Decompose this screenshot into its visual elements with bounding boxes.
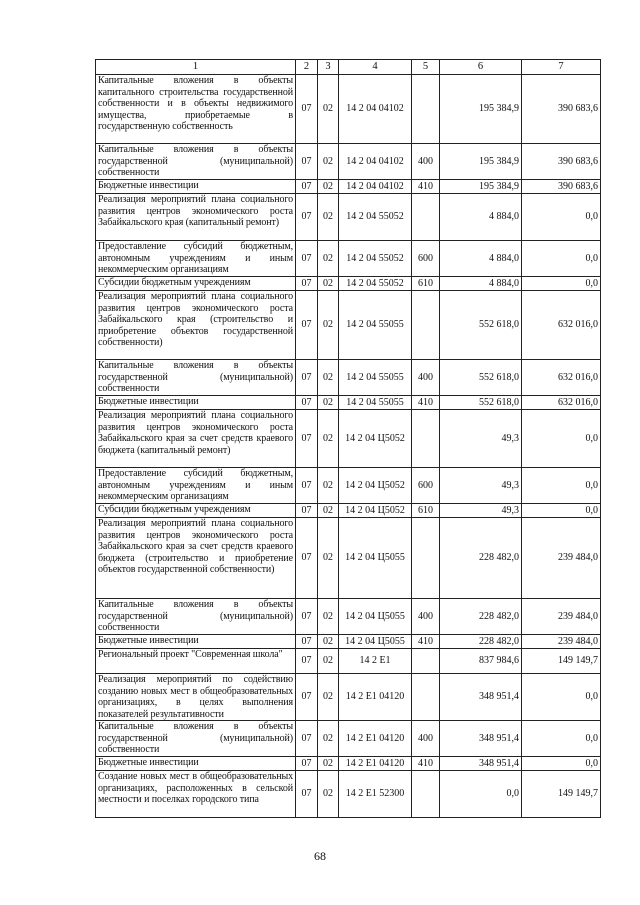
table-row: [96, 194, 601, 241]
row-value-cell: 14 2 04 Ц5052: [339, 410, 412, 468]
row-value-cell: 02: [318, 649, 339, 674]
row-value-cell: 07: [296, 771, 318, 818]
row-name-cell: Реализация мероприятий плана социального развития центров экономического роста Забайкальского края за счет средств краевого бюджета (капитальный ремонт): [96, 410, 296, 468]
row-value-cell: 02: [318, 75, 339, 144]
table-row: [96, 291, 601, 360]
row-value-cell: 07: [296, 144, 318, 180]
row-value-cell: 410: [412, 396, 440, 410]
row-value-cell: [412, 518, 440, 599]
row-value-cell: 239 484,0: [522, 599, 601, 635]
row-value-cell: 0,0: [522, 277, 601, 291]
row-value-cell: 400: [412, 144, 440, 180]
row-name-cell: Капитальные вложения в объекты государственной (муниципальной) собственности: [96, 144, 296, 180]
row-value-cell: 14 2 04 Ц5055: [339, 635, 412, 649]
row-value-cell: 02: [318, 410, 339, 468]
row-value-cell: 239 484,0: [522, 635, 601, 649]
row-value-cell: 02: [318, 468, 339, 504]
table-row: [96, 75, 601, 144]
page-number: 68: [314, 849, 326, 863]
row-value-cell: 400: [412, 360, 440, 396]
row-value-cell: 02: [318, 518, 339, 599]
row-value-cell: [412, 291, 440, 360]
table-row: [96, 721, 601, 757]
row-value-cell: [412, 410, 440, 468]
row-value-cell: [412, 771, 440, 818]
header-cell: 5: [412, 60, 440, 75]
row-value-cell: 552 618,0: [440, 291, 522, 360]
row-value-cell: 02: [318, 757, 339, 771]
table-row: [96, 144, 601, 180]
row-value-cell: 4 884,0: [440, 194, 522, 241]
row-value-cell: 14 2 04 55052: [339, 277, 412, 291]
row-name-cell: Капитальные вложения в объекты государственной (муниципальной) собственности: [96, 599, 296, 635]
row-value-cell: 4 884,0: [440, 277, 522, 291]
row-value-cell: 14 2 04 55052: [339, 241, 412, 277]
header-cell: 1: [96, 60, 296, 75]
table-row: [96, 649, 601, 674]
row-value-cell: 02: [318, 291, 339, 360]
row-value-cell: 0,0: [522, 194, 601, 241]
row-value-cell: 228 482,0: [440, 518, 522, 599]
row-value-cell: 400: [412, 599, 440, 635]
row-value-cell: 07: [296, 180, 318, 194]
row-value-cell: 837 984,6: [440, 649, 522, 674]
row-value-cell: 0,0: [522, 241, 601, 277]
table-row: [96, 504, 601, 518]
row-value-cell: 228 482,0: [440, 599, 522, 635]
row-value-cell: 0,0: [522, 721, 601, 757]
table-row: [96, 410, 601, 468]
row-value-cell: 14 2 E1 04120: [339, 674, 412, 721]
row-name-cell: Реализация мероприятий по содействию созданию новых мест в общеобразовательных организациях, в целях выполнения показателей результативности: [96, 674, 296, 721]
table-row: [96, 360, 601, 396]
table-row: [96, 277, 601, 291]
row-value-cell: 390 683,6: [522, 144, 601, 180]
row-value-cell: 600: [412, 241, 440, 277]
table-row: [96, 518, 601, 599]
row-value-cell: 610: [412, 504, 440, 518]
row-value-cell: 14 2 04 55055: [339, 360, 412, 396]
row-value-cell: [412, 649, 440, 674]
row-name-cell: Бюджетные инвестиции: [96, 180, 296, 194]
table-row: [96, 241, 601, 277]
row-value-cell: 07: [296, 396, 318, 410]
budget-table-container: [95, 59, 600, 818]
row-value-cell: 228 482,0: [440, 635, 522, 649]
row-value-cell: 07: [296, 410, 318, 468]
row-value-cell: 0,0: [522, 504, 601, 518]
row-value-cell: 02: [318, 635, 339, 649]
row-value-cell: 02: [318, 180, 339, 194]
header-row: [96, 60, 601, 75]
row-value-cell: 02: [318, 396, 339, 410]
row-value-cell: 14 2 04 Ц5052: [339, 504, 412, 518]
row-value-cell: 14 2 04 04102: [339, 180, 412, 194]
row-value-cell: 07: [296, 757, 318, 771]
row-value-cell: 410: [412, 757, 440, 771]
row-value-cell: 14 2 E1 04120: [339, 757, 412, 771]
row-value-cell: 07: [296, 194, 318, 241]
row-value-cell: 07: [296, 75, 318, 144]
table-row: [96, 757, 601, 771]
row-name-cell: Бюджетные инвестиции: [96, 635, 296, 649]
row-value-cell: 195 384,9: [440, 144, 522, 180]
row-name-cell: Капитальные вложения в объекты государственной (муниципальной) собственности: [96, 360, 296, 396]
row-value-cell: 149 149,7: [522, 771, 601, 818]
table-row: [96, 468, 601, 504]
row-value-cell: 02: [318, 674, 339, 721]
row-value-cell: 14 2 04 04102: [339, 144, 412, 180]
row-value-cell: 02: [318, 599, 339, 635]
row-value-cell: 0,0: [522, 674, 601, 721]
header-cell: 3: [318, 60, 339, 75]
row-value-cell: 14 2 04 55052: [339, 194, 412, 241]
table-row: [96, 599, 601, 635]
row-value-cell: 02: [318, 721, 339, 757]
row-value-cell: 07: [296, 241, 318, 277]
row-value-cell: 14 2 E1 52300: [339, 771, 412, 818]
table-row: [96, 635, 601, 649]
row-value-cell: 390 683,6: [522, 180, 601, 194]
table-body: [96, 75, 601, 818]
header-cell: 2: [296, 60, 318, 75]
row-value-cell: 07: [296, 599, 318, 635]
header-cell: 7: [522, 60, 601, 75]
row-value-cell: 49,3: [440, 468, 522, 504]
row-value-cell: 390 683,6: [522, 75, 601, 144]
budget-table: [95, 59, 601, 818]
row-value-cell: 49,3: [440, 504, 522, 518]
row-name-cell: Предоставление субсидий бюджетным, автономным учреждениям и иным некоммерческим организациям: [96, 241, 296, 277]
row-name-cell: Субсидии бюджетным учреждениям: [96, 277, 296, 291]
row-value-cell: 0,0: [522, 410, 601, 468]
row-value-cell: 610: [412, 277, 440, 291]
row-value-cell: 07: [296, 721, 318, 757]
row-value-cell: 14 2 E1 04120: [339, 721, 412, 757]
row-value-cell: [412, 75, 440, 144]
row-value-cell: 14 2 04 Ц5055: [339, 518, 412, 599]
row-value-cell: 552 618,0: [440, 396, 522, 410]
row-name-cell: Капитальные вложения в объекты государственной (муниципальной) собственности: [96, 721, 296, 757]
row-name-cell: Бюджетные инвестиции: [96, 396, 296, 410]
row-name-cell: Реализация мероприятий плана социального развития центров экономического роста Забайкальского края за счет средств краевого бюджета (строительство и приобретение объектов государственной собственности): [96, 518, 296, 599]
row-value-cell: 14 2 04 55055: [339, 291, 412, 360]
row-value-cell: 348 951,4: [440, 721, 522, 757]
row-value-cell: 4 884,0: [440, 241, 522, 277]
row-value-cell: 02: [318, 771, 339, 818]
row-value-cell: 14 2 04 Ц5052: [339, 468, 412, 504]
row-value-cell: 07: [296, 649, 318, 674]
row-name-cell: Бюджетные инвестиции: [96, 757, 296, 771]
row-value-cell: 195 384,9: [440, 180, 522, 194]
row-value-cell: 348 951,4: [440, 757, 522, 771]
row-value-cell: 07: [296, 277, 318, 291]
row-value-cell: 02: [318, 504, 339, 518]
row-value-cell: 14 2 04 55055: [339, 396, 412, 410]
row-value-cell: 07: [296, 291, 318, 360]
row-value-cell: 410: [412, 180, 440, 194]
row-value-cell: [412, 194, 440, 241]
row-value-cell: 02: [318, 194, 339, 241]
row-value-cell: 0,0: [522, 757, 601, 771]
row-value-cell: 0,0: [440, 771, 522, 818]
row-value-cell: 632 016,0: [522, 291, 601, 360]
row-value-cell: 149 149,7: [522, 649, 601, 674]
row-value-cell: [412, 674, 440, 721]
table-row: [96, 771, 601, 818]
row-name-cell: Реализация мероприятий плана социального развития центров экономического роста Забайкальского края (капитальный ремонт): [96, 194, 296, 241]
row-name-cell: Реализация мероприятий плана социального развития центров экономического роста Забайкальского края (строительство и приобретение объектов государственной собственности): [96, 291, 296, 360]
row-value-cell: 348 951,4: [440, 674, 522, 721]
row-value-cell: 14 2 04 04102: [339, 75, 412, 144]
row-value-cell: 02: [318, 144, 339, 180]
row-value-cell: 02: [318, 360, 339, 396]
row-value-cell: 632 016,0: [522, 360, 601, 396]
table-row: [96, 180, 601, 194]
row-value-cell: 07: [296, 635, 318, 649]
row-value-cell: 02: [318, 241, 339, 277]
row-value-cell: 07: [296, 674, 318, 721]
table-row: [96, 674, 601, 721]
row-value-cell: 410: [412, 635, 440, 649]
table-row: [96, 396, 601, 410]
row-value-cell: 07: [296, 504, 318, 518]
row-name-cell: Капитальные вложения в объекты капитального строительства государственной собственности и в объекты недвижимого имущества, приобретаемые в государственную собственность: [96, 75, 296, 144]
row-value-cell: 400: [412, 721, 440, 757]
row-value-cell: 07: [296, 468, 318, 504]
row-value-cell: 600: [412, 468, 440, 504]
header-cell: 4: [339, 60, 412, 75]
row-value-cell: 195 384,9: [440, 75, 522, 144]
row-name-cell: Создание новых мест в общеобразовательных организациях, расположенных в сельской местности и поселках городского типа: [96, 771, 296, 818]
row-value-cell: 07: [296, 518, 318, 599]
row-name-cell: Субсидии бюджетным учреждениям: [96, 504, 296, 518]
row-name-cell: Предоставление субсидий бюджетным, автономным учреждениям и иным некоммерческим организациям: [96, 468, 296, 504]
row-value-cell: 14 2 E1: [339, 649, 412, 674]
row-value-cell: 49,3: [440, 410, 522, 468]
row-value-cell: 0,0: [522, 468, 601, 504]
header-cell: 6: [440, 60, 522, 75]
row-value-cell: 239 484,0: [522, 518, 601, 599]
row-value-cell: 02: [318, 277, 339, 291]
row-value-cell: 14 2 04 Ц5055: [339, 599, 412, 635]
row-value-cell: 632 016,0: [522, 396, 601, 410]
row-value-cell: 552 618,0: [440, 360, 522, 396]
row-name-cell: Региональный проект "Современная школа": [96, 649, 296, 674]
row-value-cell: 07: [296, 360, 318, 396]
